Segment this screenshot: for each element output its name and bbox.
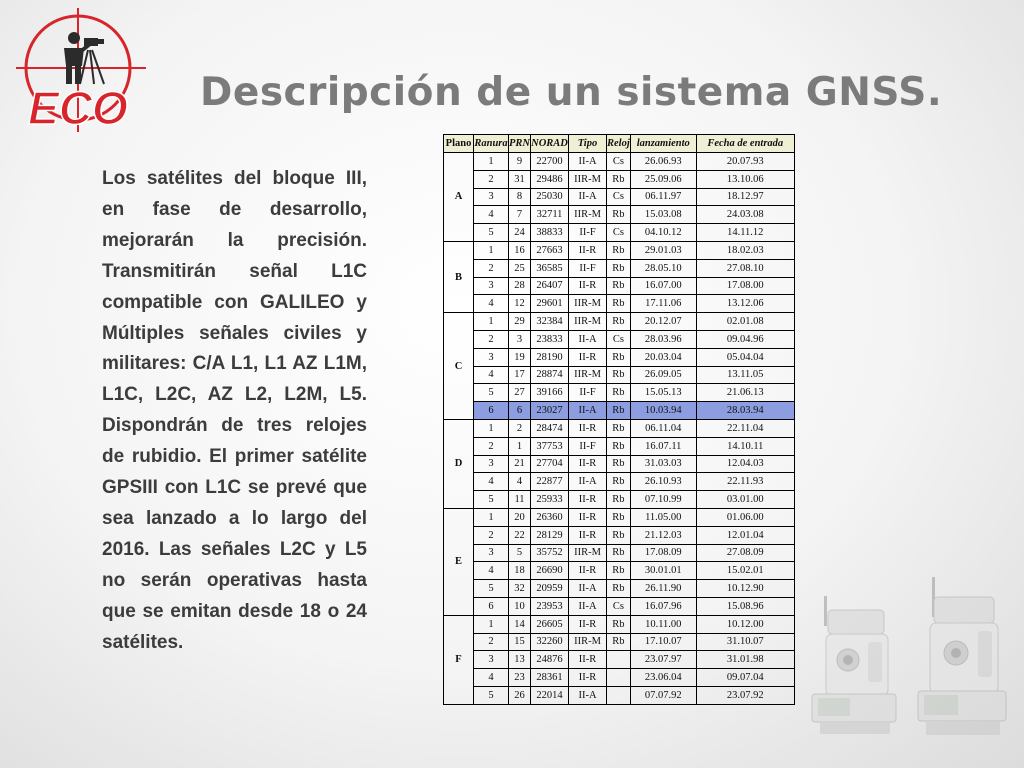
table-cell: IIR-M [569,206,607,224]
table-cell: 28.05.10 [630,259,696,277]
table-cell: 11.05.00 [630,508,696,526]
table-row [444,402,795,420]
table-cell: 28.03.94 [696,402,794,420]
table-cell: 3 [474,277,509,295]
table-cell: II-A [569,188,607,206]
table-cell: 36585 [531,259,569,277]
table-cell: 24 [509,224,531,242]
table-cell: 24876 [531,651,569,669]
table-cell: Rb [607,544,631,562]
table-cell: 21.06.13 [696,384,794,402]
table-cell: Rb [607,633,631,651]
table-cell: 3 [474,651,509,669]
table-cell: 1 [474,241,509,259]
plano-cell: D [444,419,474,508]
table-cell: 31 [509,170,531,188]
table-cell: 15.03.08 [630,206,696,224]
table-cell: 6 [474,597,509,615]
table-cell: II-F [569,384,607,402]
table-row [444,259,795,277]
table-cell: Rb [607,473,631,491]
table-cell: 5 [474,686,509,704]
table-cell: 3 [474,188,509,206]
plano-cell: F [444,615,474,704]
table-cell: 4 [474,562,509,580]
table-cell: 4 [474,206,509,224]
table-cell: 27663 [531,241,569,259]
table-cell: IIR-M [569,313,607,331]
table-row [444,508,795,526]
table-cell: 13.11.05 [696,366,794,384]
table-cell: 02.01.08 [696,313,794,331]
table-cell: 1 [509,437,531,455]
table-cell: 15.08.96 [696,597,794,615]
table-row [444,330,795,348]
table-cell: 22 [509,526,531,544]
table-cell: 1 [474,615,509,633]
table-cell: Rb [607,366,631,384]
table-cell: 17.11.06 [630,295,696,313]
table-row [444,188,795,206]
table-cell: Rb [607,277,631,295]
table-cell: 01.06.00 [696,508,794,526]
table-cell: IIR-M [569,170,607,188]
table-cell: IIR-M [569,633,607,651]
table-cell: 4 [474,669,509,687]
gps-constellation-table [443,134,795,705]
table-row [444,170,795,188]
table-cell: Rb [607,437,631,455]
table-cell: 13.10.06 [696,170,794,188]
table-cell: 09.07.04 [696,669,794,687]
table-row [444,544,795,562]
table-cell: 12 [509,295,531,313]
table-cell: II-R [569,615,607,633]
table-cell: 32260 [531,633,569,651]
table-cell: 25933 [531,491,569,509]
table-cell: 26360 [531,508,569,526]
table-cell: Rb [607,206,631,224]
table-cell: 1 [474,153,509,171]
table-cell: 28361 [531,669,569,687]
table-cell: 4 [509,473,531,491]
plano-cell: A [444,153,474,242]
table-cell: 2 [474,526,509,544]
eco-logo [10,8,150,136]
table-row [444,580,795,598]
plano-cell: E [444,508,474,615]
table-cell: 2 [474,330,509,348]
table-row [444,277,795,295]
table-cell: II-R [569,348,607,366]
column-header: PRN [509,135,531,153]
table-cell: IIR-M [569,366,607,384]
table-row [444,366,795,384]
table-row [444,206,795,224]
table-row [444,419,795,437]
table-cell: 17.10.07 [630,633,696,651]
table-cell: Cs [607,597,631,615]
table-cell: 9 [509,153,531,171]
table-cell: 12.01.04 [696,526,794,544]
table-cell: 23953 [531,597,569,615]
table-cell: 1 [474,419,509,437]
table-cell: 10.12.90 [696,580,794,598]
total-station-icon [910,575,1015,745]
table-row [444,348,795,366]
table-cell: 31.10.07 [696,633,794,651]
table-cell: 14.11.12 [696,224,794,242]
table-cell: 3 [474,544,509,562]
table-cell: Rb [607,170,631,188]
table-row [444,597,795,615]
table-cell: 3 [474,455,509,473]
table-cell: Cs [607,188,631,206]
table-cell: 23027 [531,402,569,420]
table-cell: II-F [569,224,607,242]
total-station-icon [806,590,906,740]
table-cell: 18.12.97 [696,188,794,206]
table-cell: 22.11.04 [696,419,794,437]
table-cell: 21.12.03 [630,526,696,544]
table-cell: 4 [474,366,509,384]
table-cell: 3 [474,348,509,366]
table-cell: II-F [569,259,607,277]
table-cell: 27.08.10 [696,259,794,277]
table-cell: 17.08.09 [630,544,696,562]
table-cell: 25030 [531,188,569,206]
table-cell [607,651,631,669]
table-row [444,473,795,491]
table-cell: 16 [509,241,531,259]
table-cell: 05.04.04 [696,348,794,366]
table-cell: 17.08.00 [696,277,794,295]
column-header: Fecha de entrada [696,135,794,153]
table-cell: 20.07.93 [696,153,794,171]
table-cell: 17 [509,366,531,384]
table-cell: Rb [607,455,631,473]
table-cell: 20 [509,508,531,526]
table-cell: II-R [569,277,607,295]
table-row [444,295,795,313]
table-cell: 14 [509,615,531,633]
table-row [444,526,795,544]
table-row [444,241,795,259]
table-cell: 2 [474,633,509,651]
table-cell: II-R [569,419,607,437]
column-header: lanzamiento [630,135,696,153]
table-cell: 5 [474,384,509,402]
table-cell: 16.07.00 [630,277,696,295]
table-cell: Rb [607,562,631,580]
table-cell: 32384 [531,313,569,331]
table-cell: 23.07.97 [630,651,696,669]
table-cell: 26 [509,686,531,704]
table-cell: 23.07.92 [696,686,794,704]
table-cell: 10.03.94 [630,402,696,420]
table-row [444,455,795,473]
column-header: NORAD [531,135,569,153]
table-row [444,384,795,402]
table-row [444,669,795,687]
table-cell: 20959 [531,580,569,598]
table-cell: 29486 [531,170,569,188]
table-cell: 23833 [531,330,569,348]
table-cell: 29601 [531,295,569,313]
slide-title: Descripción de un sistema GNSS. [200,70,943,115]
table-row [444,686,795,704]
table-cell: 03.01.00 [696,491,794,509]
table-cell: 7 [509,206,531,224]
table-cell: 4 [474,473,509,491]
table-cell: 15 [509,633,531,651]
table-cell: 09.04.96 [696,330,794,348]
table-cell: Rb [607,384,631,402]
table-cell: 11 [509,491,531,509]
table-cell: 24.03.08 [696,206,794,224]
gps-constellation-table-container [443,134,795,705]
table-cell: Rb [607,313,631,331]
table-cell: 5 [509,544,531,562]
table-cell: II-R [569,651,607,669]
table-header-row [444,135,795,153]
table-cell: 16.07.11 [630,437,696,455]
table-cell: 6 [509,402,531,420]
table-cell: Rb [607,259,631,277]
table-cell: Rb [607,241,631,259]
table-cell: 26.06.93 [630,153,696,171]
table-cell [607,669,631,687]
table-cell: Rb [607,615,631,633]
table-cell: 22014 [531,686,569,704]
table-cell: 28129 [531,526,569,544]
table-cell: 22.11.93 [696,473,794,491]
table-cell: 31.03.03 [630,455,696,473]
table-cell: Rb [607,491,631,509]
table-cell: 10.12.00 [696,615,794,633]
plano-cell: B [444,241,474,312]
table-cell: 28.03.96 [630,330,696,348]
table-cell: 10 [509,597,531,615]
table-cell: 07.07.92 [630,686,696,704]
table-cell: 10.11.00 [630,615,696,633]
table-cell: 26407 [531,277,569,295]
table-cell: II-R [569,491,607,509]
table-cell: II-R [569,669,607,687]
table-cell: 29.01.03 [630,241,696,259]
table-cell: 15.05.13 [630,384,696,402]
table-cell: 12.04.03 [696,455,794,473]
table-cell: II-R [569,526,607,544]
table-cell: 4 [474,295,509,313]
table-body [444,153,795,705]
table-row [444,313,795,331]
table-cell: 1 [474,508,509,526]
table-cell: 2 [474,437,509,455]
column-header: Ranura [474,135,509,153]
table-cell: 21 [509,455,531,473]
table-cell: 26605 [531,615,569,633]
table-cell: 5 [474,224,509,242]
table-cell: 14.10.11 [696,437,794,455]
table-cell: 27.08.09 [696,544,794,562]
table-row [444,224,795,242]
table-cell: 22877 [531,473,569,491]
table-cell: 22700 [531,153,569,171]
table-cell: 28 [509,277,531,295]
table-cell: 13.12.06 [696,295,794,313]
table-cell: II-A [569,473,607,491]
table-cell: 18.02.03 [696,241,794,259]
table-cell: Cs [607,224,631,242]
table-row [444,562,795,580]
table-cell: 07.10.99 [630,491,696,509]
table-row [444,633,795,651]
table-cell: 28874 [531,366,569,384]
table-row [444,491,795,509]
table-cell: II-A [569,330,607,348]
table-cell: II-A [569,686,607,704]
table-cell: Cs [607,153,631,171]
table-cell: 5 [474,491,509,509]
table-cell: 23 [509,669,531,687]
table-cell: Rb [607,419,631,437]
table-cell: 23.06.04 [630,669,696,687]
table-cell: 30.01.01 [630,562,696,580]
table-row [444,437,795,455]
table-cell: II-R [569,562,607,580]
table-cell: II-A [569,402,607,420]
table-cell: 06.11.04 [630,419,696,437]
column-header: Reloj [607,135,631,153]
table-row [444,153,795,171]
table-cell: 26.10.93 [630,473,696,491]
column-header: Plano [444,135,474,153]
table-cell: 20.03.04 [630,348,696,366]
table-cell: 2 [474,259,509,277]
table-cell: II-R [569,455,607,473]
table-cell: 35752 [531,544,569,562]
table-cell: 38833 [531,224,569,242]
table-cell: Rb [607,508,631,526]
table-cell: II-R [569,508,607,526]
table-cell [607,686,631,704]
table-cell: II-A [569,153,607,171]
table-cell: IIR-M [569,544,607,562]
body-paragraph: Los satélites del bloque III, en fase de desarrollo, mejorarán la precisión. Transmitirán señal L1C compatible con GALILEO y Múltiples señales civiles y militares: C/A L1, L1 AZ L1M, L1C, L2C, AZ L2, L2M, L5. Dispondrán de tres relojes de rubidio. El primer satélite GPSIII con L1C se prevé que sea lanzado a lo largo del 2016. Las señales L2C y L5 no serán operativas hasta que se emitan desde 18 o 24 satélites. [102,168,367,653]
table-cell: 32 [509,580,531,598]
table-cell: 27 [509,384,531,402]
table-cell: 37753 [531,437,569,455]
table-cell: 2 [474,170,509,188]
table-cell: 32711 [531,206,569,224]
plano-cell: C [444,313,474,420]
table-cell: 26.09.05 [630,366,696,384]
table-cell: IIR-M [569,295,607,313]
table-cell: 13 [509,651,531,669]
table-cell: 39166 [531,384,569,402]
table-cell: 6 [474,402,509,420]
column-header: Tipo [569,135,607,153]
table-cell: Cs [607,330,631,348]
table-cell: Rb [607,402,631,420]
table-cell: 19 [509,348,531,366]
table-cell: 25.09.06 [630,170,696,188]
table-cell: Rb [607,580,631,598]
table-cell: 31.01.98 [696,651,794,669]
table-cell: 25 [509,259,531,277]
table-cell: II-F [569,437,607,455]
table-cell: 04.10.12 [630,224,696,242]
table-cell: Rb [607,526,631,544]
table-cell: 27704 [531,455,569,473]
table-cell: 16.07.96 [630,597,696,615]
table-cell: 5 [474,580,509,598]
table-cell: 29 [509,313,531,331]
table-cell: 28474 [531,419,569,437]
table-cell: 06.11.97 [630,188,696,206]
table-cell: 8 [509,188,531,206]
table-cell: 18 [509,562,531,580]
table-cell: Rb [607,348,631,366]
table-cell: 3 [509,330,531,348]
table-cell: II-R [569,241,607,259]
table-row [444,651,795,669]
table-cell: 26690 [531,562,569,580]
logo-wordmark: ECO [28,82,128,134]
table-cell: 28190 [531,348,569,366]
table-cell: 26.11.90 [630,580,696,598]
table-cell: II-A [569,597,607,615]
table-cell: 15.02.01 [696,562,794,580]
table-row [444,615,795,633]
table-cell: Rb [607,295,631,313]
table-cell: 1 [474,313,509,331]
table-cell: II-A [569,580,607,598]
table-cell: 2 [509,419,531,437]
table-cell: 20.12.07 [630,313,696,331]
